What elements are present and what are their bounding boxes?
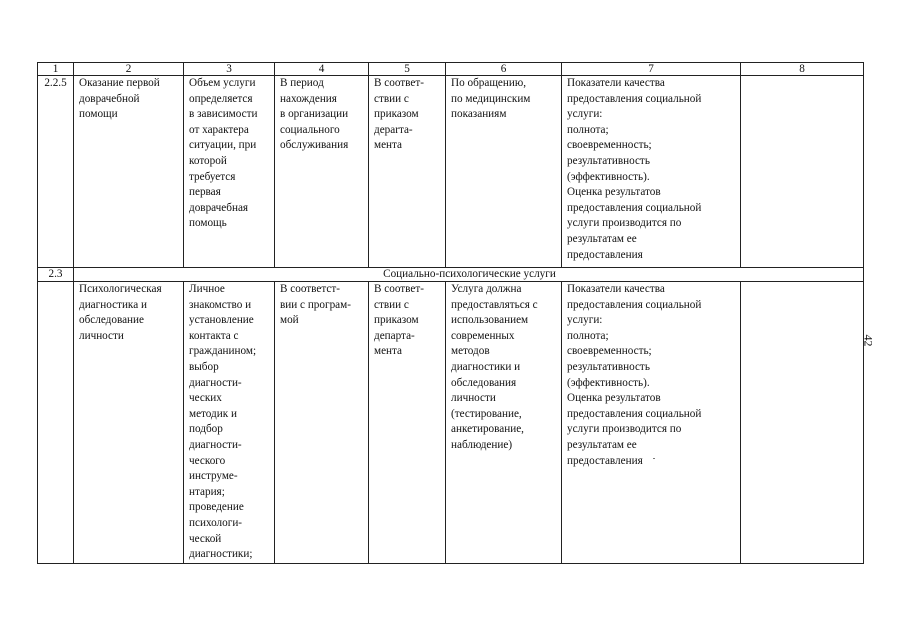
column-header-5: 5 bbox=[369, 63, 446, 76]
table-row-first-aid bbox=[38, 76, 864, 268]
column-header-3: 3 bbox=[184, 63, 275, 76]
service-basis: В соответ- ствии с приказом департа- мента bbox=[369, 282, 446, 564]
service-conditions: По обращению, по медицинским показаниям bbox=[446, 76, 562, 268]
section-number: 2.3 bbox=[38, 268, 74, 282]
service-name: Оказание первой доврачебной помощи bbox=[74, 76, 184, 268]
service-quality-indicators: Показатели качества предоставления социальной услуги: полнота; своевременность; результативность (эффективность). Оценка результатов предоставления социальной услуги производится по результатам ее предоставления bbox=[562, 282, 741, 564]
column-header-1: 1 bbox=[38, 63, 74, 76]
services-table bbox=[37, 62, 864, 564]
column-header-4: 4 bbox=[275, 63, 369, 76]
service-volume: Личное знакомство и установление контакта с гражданином; выбор диагности- ческих методик и подбор диагности- ческого инструме- нтария; проведение психологи- ческой диагностики; bbox=[184, 282, 275, 564]
section-row bbox=[38, 268, 864, 282]
column-header-8: 8 bbox=[741, 63, 864, 76]
service-period: В период нахождения в организации социального обслуживания bbox=[275, 76, 369, 268]
column-number-row bbox=[38, 63, 864, 76]
service-extra bbox=[741, 282, 864, 564]
service-period: В соответст- вии с програм- мой bbox=[275, 282, 369, 564]
row-number bbox=[38, 282, 74, 564]
page-number: 42 bbox=[861, 334, 876, 347]
service-quality-indicators: Показатели качества предоставления социальной услуги: полнота; своевременность; результативность (эффективность). Оценка результатов предоставления социальной услуги производится по результатам ее предоставления bbox=[562, 76, 741, 268]
scan-speck bbox=[653, 458, 655, 459]
service-extra bbox=[741, 76, 864, 268]
section-title: Социально-психологические услуги bbox=[74, 268, 864, 282]
column-header-2: 2 bbox=[74, 63, 184, 76]
column-header-6: 6 bbox=[446, 63, 562, 76]
service-conditions: Услуга должна предоставляться с использованием современных методов диагностики и обследования личности (тестирование, анкетирование, наблюдение) bbox=[446, 282, 562, 564]
column-header-7: 7 bbox=[562, 63, 741, 76]
service-name: Психологическая диагностика и обследование личности bbox=[74, 282, 184, 564]
service-volume: Объем услуги определяется в зависимости от характера ситуации, при которой требуется первая доврачебная помощь bbox=[184, 76, 275, 268]
table-row-psych-diagnostics bbox=[38, 282, 864, 564]
row-number: 2.2.5 bbox=[38, 76, 74, 268]
service-basis: В соответ- ствии с приказом деparта- мента bbox=[369, 76, 446, 268]
